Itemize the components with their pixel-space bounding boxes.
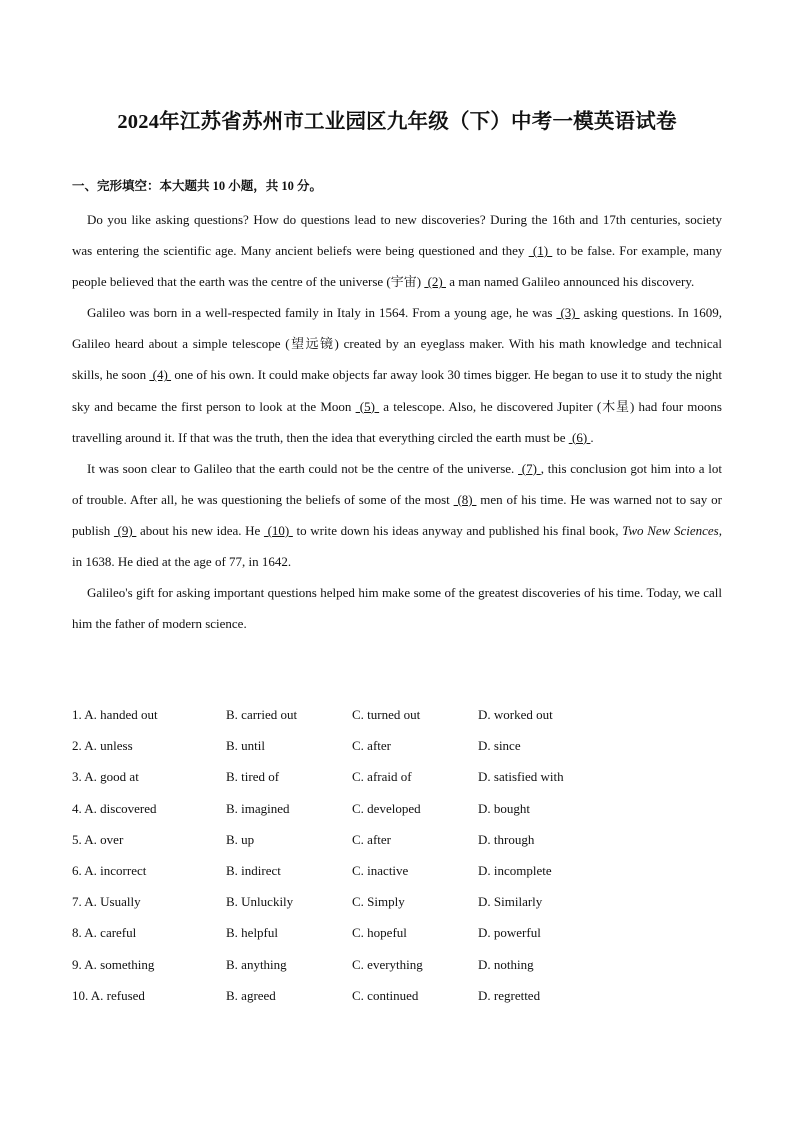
passage-text: Do you like asking questions? How do questions lead to new discoveries? During the 16th and 17th centuries, society was entering the scientific age. Many ancient beliefs were being questioned and they (72, 212, 722, 259)
option-c: C. developed (352, 800, 421, 816)
option-b: B. until (226, 738, 266, 754)
cloze-passage (72, 204, 722, 639)
option-a: 7. A. Usually (72, 894, 141, 910)
blank-5: (5) (355, 398, 380, 414)
blank-10: (10) (263, 522, 293, 538)
option-b: B. Unluckily (226, 894, 294, 910)
answer-options (72, 699, 722, 1011)
option-b: B. anything (226, 956, 287, 972)
option-d: D. worked out (478, 707, 553, 722)
blank-2: (2) (424, 274, 446, 290)
question-row (72, 855, 722, 886)
passage-text: asking questions. In 1609, Galileo heard about a simple telescope (望远镜) created by an eyeglass maker. With his math knowledge and technical skills, he soon (72, 305, 722, 383)
passage-text: Galileo was born in a well-respected family in Italy in 1564. From a young age, he was (87, 305, 557, 321)
passage-text: , in 1638. He died at the age of 77, in 1642. (72, 522, 722, 570)
option-d: D. through (478, 831, 535, 847)
question-row (72, 824, 722, 855)
book-title: Two New Sciences (622, 522, 719, 538)
option-a: 2. A. unless (72, 738, 133, 754)
blank-1: (1) (528, 243, 553, 259)
option-a: 6. A. incorrect (72, 862, 147, 878)
option-b: B. imagined (226, 800, 290, 816)
passage-text: to write down his ideas anyway and published his final book, (292, 522, 623, 538)
option-b: B. indirect (226, 862, 281, 878)
passage-text: Galileo's gift for asking important questions helped him make some of the greatest discoveries of his time. Today, we call him the father of modern science. (72, 585, 722, 632)
option-c: C. inactive (352, 862, 409, 878)
paragraph-1 (72, 204, 722, 297)
question-row (72, 917, 722, 948)
page-title: 2024年江苏省苏州市工业园区九年级（下）中考一模英语试卷 (117, 111, 677, 133)
option-b: B. helpful (226, 925, 278, 941)
passage-text: one of his own. It could make objects far away look 30 times bigger. He began to use it to study the night sky and became the first person to look at the Moon (72, 367, 722, 414)
option-d: D. Similarly (478, 894, 543, 910)
blank-7: (7) (518, 460, 541, 476)
question-row (72, 886, 722, 917)
option-d: D. incomplete (478, 862, 552, 878)
option-c: C. everything (352, 956, 423, 972)
option-c: C. after (352, 831, 391, 847)
passage-text: , this conclusion got him into a lot of trouble. After all, he was questioning the beliefs of some of the most (72, 460, 722, 507)
section-heading: 一、完形填空：本大题共 10 小题，共 10 分。 (72, 179, 323, 193)
passage-text: . (590, 429, 594, 445)
option-c: C. turned out (352, 707, 421, 722)
option-d: D. regretted (478, 987, 541, 1003)
option-a: 10. A. refused (72, 987, 145, 1003)
passage-text: about his new idea. He (136, 522, 264, 538)
option-c: C. after (352, 738, 391, 754)
blank-4: (4) (149, 367, 172, 383)
blank-9: (9) (113, 522, 137, 538)
blank-3: (3) (556, 305, 580, 321)
option-d: D. bought (478, 800, 530, 816)
option-a: 9. A. something (72, 956, 155, 972)
blank-6: (6) (568, 429, 591, 445)
option-a: 1. A. handed out (72, 707, 158, 722)
question-row (72, 730, 722, 761)
passage-text: a telescope. Also, he discovered Jupiter (木星) had four moons travelling around it. If that was the truth, then the idea that everything circled the earth must be (72, 398, 722, 445)
paragraph-4 (72, 577, 722, 639)
option-c: C. afraid of (352, 769, 412, 785)
option-b: B. up (226, 831, 255, 847)
passage-text: men of his time. He was warned not to say or publish (72, 491, 722, 538)
option-c: C. Simply (352, 894, 405, 910)
option-b: B. tired of (226, 769, 280, 785)
paragraph-3 (72, 453, 722, 577)
question-row (72, 699, 722, 730)
option-a: 5. A. over (72, 831, 124, 847)
option-a: 3. A. good at (72, 769, 139, 785)
option-a: 4. A. discovered (72, 800, 157, 816)
option-b: B. agreed (226, 987, 276, 1003)
option-c: C. hopeful (352, 925, 407, 941)
question-row (72, 980, 722, 1011)
question-row (72, 793, 722, 824)
question-row (72, 761, 722, 792)
option-c: C. continued (352, 987, 419, 1003)
blank-8: (8) (453, 491, 477, 507)
option-d: D. satisfied with (478, 769, 564, 785)
passage-text: to be false. For example, many people believed that the earth was the centre of the universe (宇宙) (72, 243, 722, 290)
paragraph-2 (72, 297, 722, 452)
option-d: D. nothing (478, 956, 534, 972)
option-d: D. since (478, 738, 521, 754)
option-a: 8. A. careful (72, 925, 137, 941)
question-row (72, 949, 722, 980)
option-d: D. powerful (478, 925, 541, 941)
option-b: B. carried out (226, 707, 298, 722)
passage-text: It was soon clear to Galileo that the earth could not be the centre of the universe. (87, 460, 519, 476)
passage-text: a man named Galileo announced his discovery. (445, 274, 695, 290)
